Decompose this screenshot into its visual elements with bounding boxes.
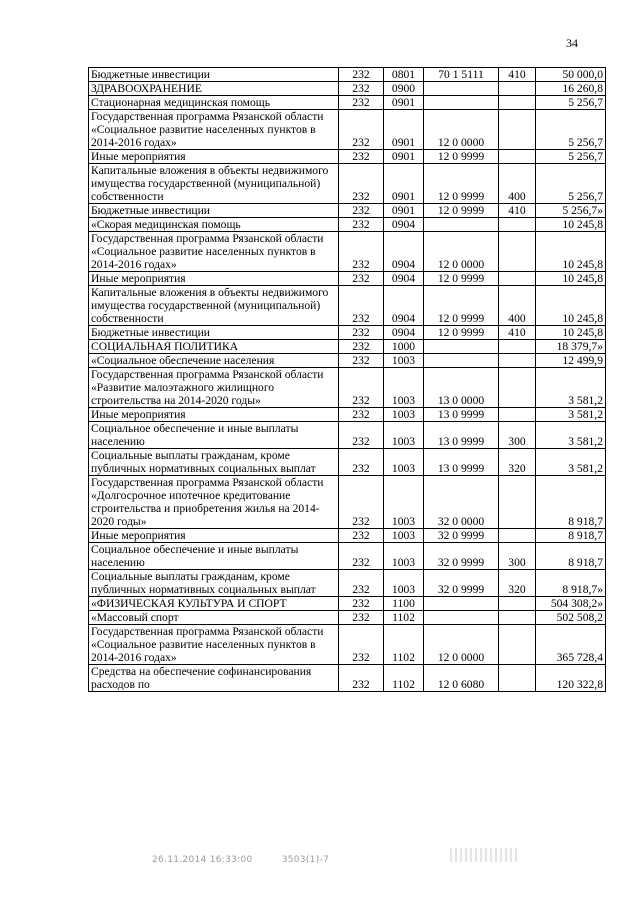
cell-section: 1003 [384,570,424,597]
cell-name: Социальные выплаты гражданам, кроме публичных нормативных социальных выплат [89,570,339,597]
cell-target [424,340,499,354]
cell-code: 232 [339,218,384,232]
cell-target: 12 0 6080 [424,665,499,692]
table-row [89,597,606,611]
footer-datetime: 26.11.2014 16:33:00 [152,855,253,865]
cell-target [424,218,499,232]
table-row [89,110,606,150]
cell-type [499,218,536,232]
cell-section: 0904 [384,272,424,286]
cell-target: 12 0 9999 [424,204,499,218]
cell-type [499,232,536,272]
cell-type [499,597,536,611]
cell-code: 232 [339,204,384,218]
table-row [89,529,606,543]
table-row [89,340,606,354]
table-row [89,625,606,665]
footer-doc-id: 3503(1)-7 [281,855,330,865]
cell-section: 0904 [384,286,424,326]
cell-sum: 5 256,7 [536,110,606,150]
cell-code: 232 [339,529,384,543]
cell-section: 1102 [384,625,424,665]
cell-name: «Массовый спорт [89,611,339,625]
cell-section: 1003 [384,543,424,570]
cell-section: 1100 [384,597,424,611]
cell-sum: 10 245,8 [536,286,606,326]
table-row [89,543,606,570]
cell-code: 232 [339,476,384,529]
cell-sum: 5 256,7» [536,204,606,218]
cell-code: 232 [339,611,384,625]
cell-target: 13 0 9999 [424,408,499,422]
cell-type [499,110,536,150]
cell-name: Бюджетные инвестиции [89,204,339,218]
cell-section: 1102 [384,665,424,692]
table-row [89,272,606,286]
cell-sum: 3 581,2 [536,449,606,476]
cell-code: 232 [339,82,384,96]
cell-sum: 3 581,2 [536,408,606,422]
cell-target: 12 0 9999 [424,286,499,326]
cell-section: 0901 [384,110,424,150]
cell-name: «Скорая медицинская помощь [89,218,339,232]
cell-name: «ФИЗИЧЕСКАЯ КУЛЬТУРА И СПОРТ [89,597,339,611]
cell-sum: 10 245,8 [536,272,606,286]
cell-section: 0901 [384,164,424,204]
cell-section: 0904 [384,218,424,232]
cell-section: 0900 [384,82,424,96]
cell-type [499,408,536,422]
cell-target: 12 0 0000 [424,232,499,272]
cell-name: Капитальные вложения в объекты недвижимого имущества государственной (муниципальной) собственности [89,164,339,204]
cell-code: 232 [339,368,384,408]
cell-code: 232 [339,272,384,286]
cell-target: 12 0 9999 [424,164,499,204]
cell-target [424,96,499,110]
table-body [89,68,606,692]
cell-target: 13 0 9999 [424,422,499,449]
cell-code: 232 [339,543,384,570]
cell-type: 300 [499,422,536,449]
cell-name: ЗДРАВООХРАНЕНИЕ [89,82,339,96]
cell-name: Иные мероприятия [89,272,339,286]
cell-type [499,368,536,408]
cell-name: Социальные выплаты гражданам, кроме публичных нормативных социальных выплат [89,449,339,476]
table-row [89,665,606,692]
cell-code: 232 [339,449,384,476]
table-row [89,164,606,204]
cell-code: 232 [339,232,384,272]
cell-sum: 12 499,9 [536,354,606,368]
cell-name: Капитальные вложения в объекты недвижимого имущества государственной (муниципальной) собственности [89,286,339,326]
table-row [89,286,606,326]
cell-target: 13 0 0000 [424,368,499,408]
cell-sum: 365 728,4 [536,625,606,665]
cell-section: 0904 [384,326,424,340]
cell-code: 232 [339,422,384,449]
cell-target: 12 0 0000 [424,110,499,150]
cell-code: 232 [339,150,384,164]
cell-name: Бюджетные инвестиции [89,68,339,82]
cell-section: 1003 [384,408,424,422]
cell-section: 0904 [384,232,424,272]
footer [152,855,355,865]
cell-type: 300 [499,543,536,570]
cell-type [499,529,536,543]
cell-code: 232 [339,597,384,611]
cell-target: 12 0 9999 [424,272,499,286]
cell-code: 232 [339,110,384,150]
cell-type [499,82,536,96]
cell-section: 0901 [384,204,424,218]
table-row [89,204,606,218]
table-row [89,449,606,476]
cell-code: 232 [339,340,384,354]
cell-code: 232 [339,665,384,692]
cell-sum: 120 322,8 [536,665,606,692]
cell-name: Стационарная медицинская помощь [89,96,339,110]
cell-type [499,625,536,665]
cell-section: 1003 [384,354,424,368]
cell-name: Средства на обеспечение софинансирования расходов по [89,665,339,692]
cell-type [499,340,536,354]
table-row [89,96,606,110]
cell-name: Социальное обеспечение и иные выплаты населению [89,543,339,570]
cell-name: «Социальное обеспечение населения [89,354,339,368]
cell-section: 1000 [384,340,424,354]
cell-sum: 18 379,7» [536,340,606,354]
faded-stamp [450,848,520,862]
cell-name: Иные мероприятия [89,150,339,164]
cell-name: Государственная программа Рязанской области «Социальное развитие населенных пунктов в 2014-2016 годах» [89,625,339,665]
table-row [89,326,606,340]
table-row [89,82,606,96]
cell-name: Государственная программа Рязанской области «Долгосрочное ипотечное кредитование строительства и приобретения жилья на 2014-2020 годы» [89,476,339,529]
cell-sum: 3 581,2 [536,422,606,449]
cell-sum: 8 918,7 [536,529,606,543]
cell-section: 1003 [384,529,424,543]
cell-target [424,597,499,611]
table-row [89,422,606,449]
table-row [89,150,606,164]
cell-type [499,476,536,529]
cell-sum: 3 581,2 [536,368,606,408]
table-row [89,476,606,529]
cell-type: 410 [499,68,536,82]
cell-target [424,354,499,368]
cell-type: 320 [499,449,536,476]
cell-code: 232 [339,570,384,597]
cell-target: 13 0 9999 [424,449,499,476]
cell-type: 410 [499,326,536,340]
cell-type: 400 [499,286,536,326]
cell-sum: 5 256,7 [536,164,606,204]
cell-code: 232 [339,354,384,368]
cell-section: 1003 [384,449,424,476]
table-row [89,570,606,597]
cell-code: 232 [339,286,384,326]
cell-section: 1003 [384,368,424,408]
cell-sum: 50 000,0 [536,68,606,82]
table-row [89,408,606,422]
cell-sum: 16 260,8 [536,82,606,96]
cell-section: 0901 [384,150,424,164]
table-row [89,368,606,408]
cell-code: 232 [339,96,384,110]
cell-sum: 8 918,7» [536,570,606,597]
cell-section: 0801 [384,68,424,82]
cell-sum: 5 256,7 [536,150,606,164]
cell-type [499,665,536,692]
table-row [89,232,606,272]
table-row [89,354,606,368]
table-row [89,611,606,625]
cell-sum: 10 245,8 [536,218,606,232]
cell-code: 232 [339,164,384,204]
cell-type: 400 [499,164,536,204]
cell-type [499,611,536,625]
cell-type [499,96,536,110]
cell-code: 232 [339,625,384,665]
cell-target [424,82,499,96]
cell-type [499,272,536,286]
cell-name: Государственная программа Рязанской области «Социальное развитие населенных пунктов в 2014-2016 годах» [89,110,339,150]
cell-code: 232 [339,326,384,340]
cell-name: СОЦИАЛЬНАЯ ПОЛИТИКА [89,340,339,354]
cell-section: 1102 [384,611,424,625]
cell-target [424,611,499,625]
cell-type: 410 [499,204,536,218]
cell-target: 70 1 5111 [424,68,499,82]
cell-type [499,150,536,164]
table-row [89,218,606,232]
cell-name: Иные мероприятия [89,529,339,543]
cell-section: 1003 [384,476,424,529]
cell-section: 0901 [384,96,424,110]
cell-code: 232 [339,408,384,422]
budget-table [88,67,606,692]
cell-sum: 10 245,8 [536,326,606,340]
cell-code: 232 [339,68,384,82]
cell-sum: 504 308,2» [536,597,606,611]
cell-target: 32 0 9999 [424,570,499,597]
cell-section: 1003 [384,422,424,449]
cell-target: 32 0 9999 [424,543,499,570]
cell-target: 32 0 0000 [424,476,499,529]
cell-name: Бюджетные инвестиции [89,326,339,340]
cell-target: 12 0 0000 [424,625,499,665]
cell-type [499,354,536,368]
cell-name: Государственная программа Рязанской области «Социальное развитие населенных пунктов в 2014-2016 годах» [89,232,339,272]
cell-sum: 8 918,7 [536,476,606,529]
page-number: 34 [566,36,578,50]
cell-name: Социальное обеспечение и иные выплаты населению [89,422,339,449]
table-row [89,68,606,82]
cell-sum: 8 918,7 [536,543,606,570]
cell-sum: 5 256,7 [536,96,606,110]
cell-target: 12 0 9999 [424,150,499,164]
cell-name: Иные мероприятия [89,408,339,422]
cell-target: 12 0 9999 [424,326,499,340]
cell-sum: 502 508,2 [536,611,606,625]
cell-type: 320 [499,570,536,597]
cell-sum: 10 245,8 [536,232,606,272]
cell-name: Государственная программа Рязанской области «Развитие малоэтажного жилищного строительства на 2014-2020 годы» [89,368,339,408]
cell-target: 32 0 9999 [424,529,499,543]
